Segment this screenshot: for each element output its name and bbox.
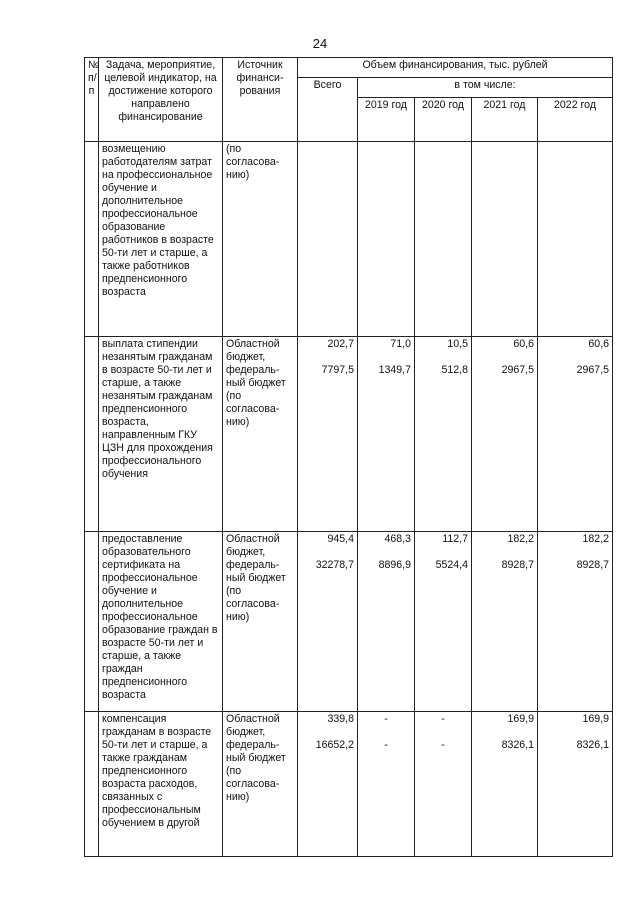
y2019-value: 71,0 <box>390 338 411 350</box>
y2022-value: 182,2 <box>582 533 610 545</box>
header-year-2021: 2021 год <box>472 98 538 142</box>
y2020-value: 512,8 <box>441 364 468 376</box>
task-cell: компенсация гражданам в возрасте 50-ти лет и старше, а также гражданам предпенсионного возраста расходов, связанных с профессиональным обучением в другой <box>99 712 223 857</box>
table-row <box>85 712 613 857</box>
y2021-value: 8928,7 <box>501 559 534 571</box>
y2021-value: 8326,1 <box>501 739 534 751</box>
y2019-cell <box>358 712 415 857</box>
y2020-cell <box>415 712 472 857</box>
y2019-value: - <box>384 739 388 751</box>
table-row <box>85 337 613 532</box>
y2021-cell <box>472 532 538 712</box>
y2020-cell <box>415 532 472 712</box>
financing-table <box>84 57 613 857</box>
y2020-value: - <box>441 713 445 725</box>
source-cell: Областной бюджет, федераль-ный бюджет (по согласова-нию) <box>223 337 298 532</box>
y2022-value: 169,9 <box>582 713 610 725</box>
y2020-cell <box>415 142 472 337</box>
source-cell: Областной бюджет, федераль-ный бюджет (по согласова-нию) <box>223 712 298 857</box>
header-total: Всего <box>298 78 358 142</box>
y2019-value: 8896,9 <box>378 559 411 571</box>
source-cell: Областной бюджет, федераль-ный бюджет (по согласова-нию) <box>223 532 298 712</box>
total-value: 7797,5 <box>321 364 354 376</box>
y2021-value: 182,2 <box>507 533 534 545</box>
row-number <box>85 532 99 712</box>
header-volume: Объем финансирования, тыс. рублей <box>298 58 613 78</box>
y2022-value: 60,6 <box>588 338 610 350</box>
y2022-cell <box>538 337 613 532</box>
y2020-value: 10,5 <box>447 338 468 350</box>
y2022-value: 8928,7 <box>576 559 610 571</box>
table-row <box>85 142 613 337</box>
table-row <box>85 532 613 712</box>
y2022-value: 8326,1 <box>576 739 610 751</box>
row-number <box>85 337 99 532</box>
total-value: 945,4 <box>327 533 354 545</box>
header-year-2020: 2020 год <box>415 98 472 142</box>
header-year-2019: 2019 год <box>358 98 415 142</box>
y2019-cell <box>358 532 415 712</box>
total-cell <box>298 337 358 532</box>
y2022-value: 2967,5 <box>576 364 610 376</box>
row-number <box>85 712 99 857</box>
y2021-cell <box>472 712 538 857</box>
y2019-value: - <box>384 713 388 725</box>
y2021-value: 60,6 <box>513 338 534 350</box>
total-value: 32278,7 <box>315 559 354 571</box>
total-value: 339,8 <box>327 713 354 725</box>
row-number <box>85 142 99 337</box>
header-task: Задача, мероприятие, целевой индикатор, на достижение которого направлено финансирование <box>99 58 223 142</box>
page-number: 24 <box>312 36 328 51</box>
y2019-value: 468,3 <box>384 533 411 545</box>
y2022-cell <box>538 712 613 857</box>
source-cell: (по согласова-нию) <box>223 142 298 337</box>
y2022-cell <box>538 142 613 337</box>
total-cell <box>298 712 358 857</box>
y2020-value: 112,7 <box>442 533 468 545</box>
y2021-value: 2967,5 <box>501 364 534 376</box>
total-value: 202,7 <box>327 338 354 350</box>
y2020-value: - <box>441 739 445 751</box>
y2022-cell <box>538 532 613 712</box>
y2019-value: 1349,7 <box>378 364 411 376</box>
header-incl: в том числе: <box>358 78 613 98</box>
y2019-cell <box>358 337 415 532</box>
task-cell: выплата стипендии незанятым гражданам в возрасте 50-ти лет и старше, а также незанятым гражданам предпенсионного возраста, направленным ГКУ ЦЗН для прохождения профессионального обучения <box>99 337 223 532</box>
header-no: № п/ п <box>85 58 99 142</box>
y2021-value: 169,9 <box>507 713 534 725</box>
y2021-cell <box>472 142 538 337</box>
y2021-cell <box>472 337 538 532</box>
total-cell <box>298 532 358 712</box>
total-value: 16652,2 <box>315 739 354 751</box>
y2020-value: 5524,4 <box>435 559 468 571</box>
header-source: Источник финанси-рования <box>223 58 298 142</box>
total-cell <box>298 142 358 337</box>
y2020-cell <box>415 337 472 532</box>
task-cell: возмещению работодателям затрат на профессиональное обучение и дополнительное профессиональное образование работников в возрасте 50-ти лет и старше, а также работников предпенсионного возраста <box>99 142 223 337</box>
header-year-2022: 2022 год <box>538 98 613 142</box>
task-cell: предоставление образовательного сертификата на профессиональное обучение и дополнительное профессиональное образование граждан в возрасте 50-ти лет и старше, а также граждан предпенсионного возраста <box>99 532 223 712</box>
y2019-cell <box>358 142 415 337</box>
